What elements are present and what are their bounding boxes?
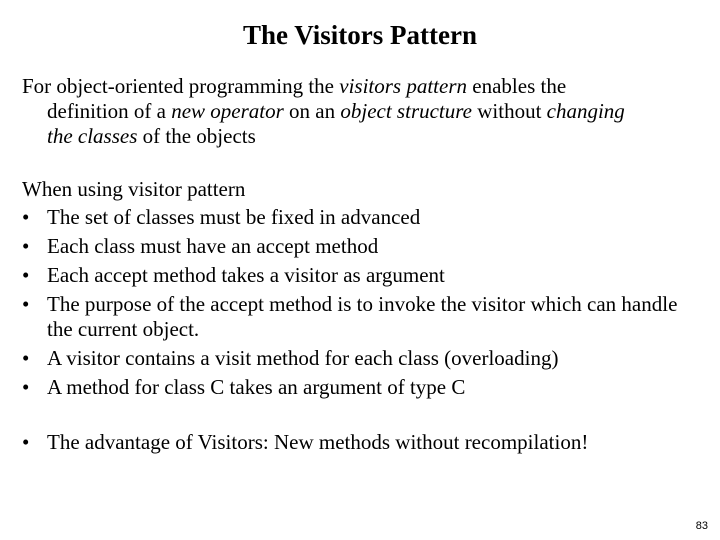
list-item xyxy=(22,290,687,344)
intro-emphasis: visitors pattern xyxy=(339,74,468,98)
list-item xyxy=(22,428,588,457)
intro-emphasis: new operator xyxy=(171,99,284,123)
bullet-marker: • xyxy=(22,430,30,454)
intro-text: without xyxy=(471,99,547,123)
list-item xyxy=(22,344,687,373)
bullet-text: A method for class C takes an argument of type C xyxy=(47,375,466,399)
bullet-marker: • xyxy=(22,375,30,399)
intro-emphasis: object structure xyxy=(340,99,472,123)
bullet-text: A visitor contains a visit method for each class (overloading) xyxy=(47,346,559,370)
bullet-marker: • xyxy=(22,263,30,287)
bullet-list xyxy=(22,203,687,402)
intro-line-3 xyxy=(22,124,718,149)
list-item xyxy=(22,373,687,402)
conclusion-text: The advantage of Visitors: New methods without recompilation! xyxy=(47,430,589,454)
intro-text: of the objects xyxy=(137,124,256,148)
intro-text: definition of a xyxy=(47,99,172,123)
list-item xyxy=(22,203,687,232)
intro-paragraph xyxy=(22,74,718,149)
intro-text: on an xyxy=(283,99,341,123)
bullet-text: The purpose of the accept method is to invoke the visitor which can handle the current object. xyxy=(47,292,678,341)
bullet-text: Each class must have an accept method xyxy=(47,234,379,258)
list-item xyxy=(22,232,687,261)
bullet-marker: • xyxy=(22,205,30,229)
conclusion-list xyxy=(22,428,588,457)
bullet-marker: • xyxy=(22,346,30,370)
intro-text: enables the xyxy=(467,74,567,98)
intro-emphasis: the classes xyxy=(47,124,138,148)
intro-line-2 xyxy=(22,99,718,124)
intro-text: For object-oriented programming the xyxy=(22,74,340,98)
intro-line-1 xyxy=(22,74,718,99)
bullet-text: The set of classes must be fixed in advanced xyxy=(47,205,421,229)
bullet-marker: • xyxy=(22,234,30,258)
intro-emphasis: changing xyxy=(546,99,625,123)
list-item xyxy=(22,261,687,290)
slide-title: The Visitors Pattern xyxy=(243,20,477,50)
section-subhead: When using visitor pattern xyxy=(22,177,246,201)
bullet-marker: • xyxy=(22,292,30,316)
page-number: 83 xyxy=(695,520,708,532)
bullet-text: Each accept method takes a visitor as argument xyxy=(47,263,445,287)
